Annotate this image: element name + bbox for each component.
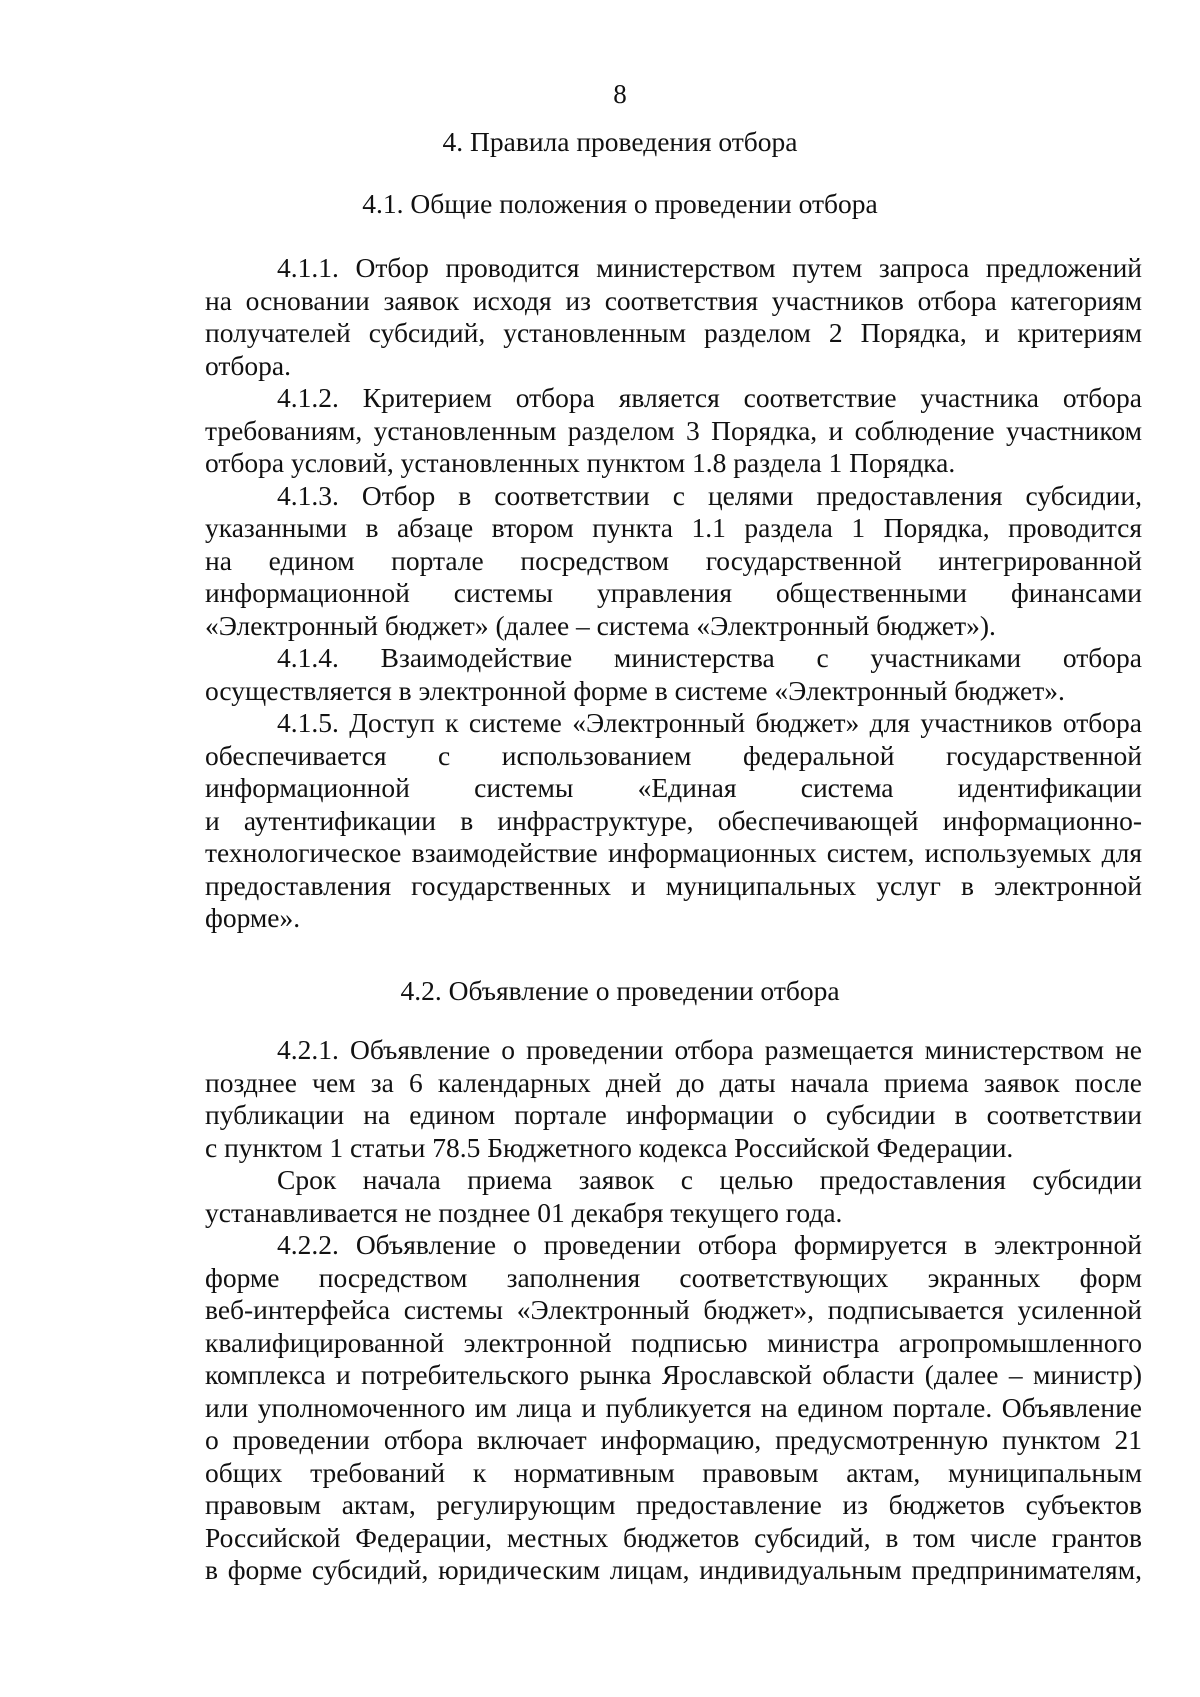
text-line: 4.1.1. Отбор проводится министерством путем запроса предложений xyxy=(277,252,1142,283)
text-line: правовым актам, регулирующим предоставление из бюджетов субъектов xyxy=(205,1489,1142,1520)
text-line: технологическое взаимодействие информационных систем, используемых для xyxy=(205,837,1142,868)
text-line: отбора. xyxy=(205,349,291,381)
subsection-heading: 4.1. Общие положения о проведении отбора xyxy=(362,188,878,219)
text-line: информационной системы управления общественными финансами xyxy=(205,577,1142,608)
text-line: форме». xyxy=(205,902,301,933)
text-line: предоставления государственных и муниципальных услуг в электронной xyxy=(205,869,1142,901)
text-line: обеспечивается с использованием федеральной государственной xyxy=(205,739,1142,771)
text-line: на основании заявок исходя из соответствия участников отбора категориям xyxy=(205,284,1142,316)
text-line: квалифицированной электронной подписью министра агропромышленного xyxy=(205,1326,1142,1358)
text-line: 4.1.5. Доступ к системе «Электронный бюджет» для участников отбора xyxy=(277,707,1142,738)
text-line: в форме субсидий, юридическим лицам, индивидуальным предпринимателям, xyxy=(205,1554,1142,1585)
section-heading: 4. Правила проведения отбора xyxy=(442,126,798,157)
text-line: указанными в абзаце втором пункта 1.1 раздела 1 Порядка, проводится xyxy=(205,512,1142,543)
text-line: информационной системы «Единая система идентификации xyxy=(205,772,1142,803)
text-line: Российской Федерации, местных бюджетов субсидий, в том числе грантов xyxy=(205,1521,1142,1553)
text-line: 4.1.2. Критерием отбора является соответствие участника отбора xyxy=(277,382,1142,413)
paragraph-block xyxy=(205,252,1142,935)
text-line: на едином портале посредством государственной интегрированной xyxy=(205,544,1142,576)
text-line: или уполномоченного им лица и публикуется на едином портале. Объявление xyxy=(205,1391,1142,1423)
text-line: получателей субсидий, установленным разделом 2 Порядка, и критериям xyxy=(205,317,1142,348)
text-line: 4.2.2. Объявление о проведении отбора формируется в электронной xyxy=(277,1229,1142,1260)
page-number: 8 xyxy=(613,79,627,109)
text-line: Срок начала приема заявок с целью предоставления субсидии xyxy=(277,1164,1142,1195)
text-line: требованиям, установленным разделом 3 Порядка, и соблюдение участником xyxy=(205,414,1142,446)
text-line: 4.1.4. Взаимодействие министерства с участниками отбора xyxy=(277,642,1142,673)
text-line: осуществляется в электронной форме в системе «Электронный бюджет». xyxy=(205,674,1065,706)
text-line: с пунктом 1 статьи 78.5 Бюджетного кодекса Российской Федерации. xyxy=(205,1131,1014,1163)
text-line: о проведении отбора включает информацию, предусмотренную пунктом 21 xyxy=(205,1424,1142,1455)
text-line: веб-интерфейса системы «Электронный бюджет», подписывается усиленной xyxy=(205,1294,1142,1325)
text-line: устанавливается не позднее 01 декабря текущего года. xyxy=(205,1196,843,1228)
text-line: отбора условий, установленных пунктом 1.8 раздела 1 Порядка. xyxy=(205,447,956,478)
text-line: и аутентификации в инфраструктуре, обеспечивающей информационно- xyxy=(205,804,1142,836)
text-line: позднее чем за 6 календарных дней до даты начала приема заявок после xyxy=(205,1066,1142,1098)
paragraph-block xyxy=(205,1034,1142,1587)
text-line: 4.1.3. Отбор в соответствии с целями предоставления субсидии, xyxy=(277,479,1142,511)
text-line: форме посредством заполнения соответствующих экранных форм xyxy=(205,1261,1142,1293)
text-line: 4.2.1. Объявление о проведении отбора размещается министерством не xyxy=(277,1034,1142,1065)
text-line: «Электронный бюджет» (далее – система «Электронный бюджет»). xyxy=(205,609,996,641)
text-line: общих требований к нормативным правовым актам, муниципальным xyxy=(205,1456,1142,1488)
text-line: публикации на едином портале информации о субсидии в соответствии xyxy=(205,1099,1142,1130)
text-line: комплекса и потребительского рынка Ярославской области (далее – министр) xyxy=(205,1359,1142,1390)
subsection-heading: 4.2. Объявление о проведении отбора xyxy=(400,975,840,1006)
